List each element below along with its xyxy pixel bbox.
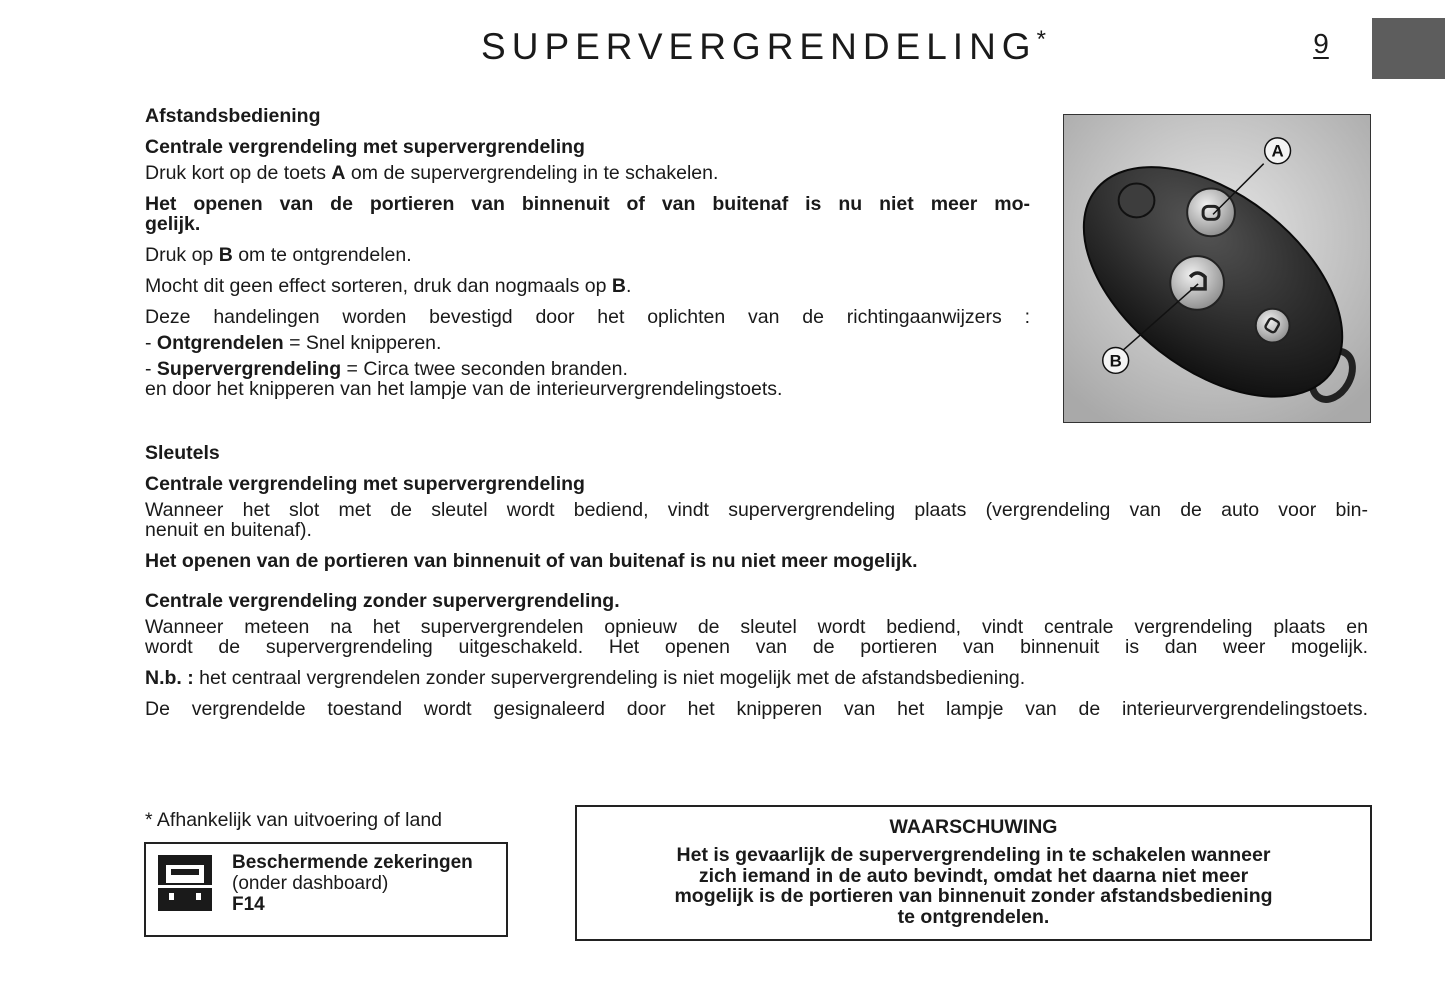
warning-line: Het is gevaarlijk de supervergrendeling in te schakelen wanneer (676, 844, 1271, 866)
dash: - (145, 332, 157, 354)
keys-p2-line1: Wanneer meteen na het supervergrendelen opnieuw de sleutel wordt bediend, vindt centrale vergrendeling plaats en (145, 616, 1368, 638)
keys-nb-line (145, 668, 1368, 688)
list-item-text: = Snel knipperen. (283, 332, 442, 354)
list-item-unlock (145, 333, 1030, 353)
text: om de supervergrendeling in te schakelen. (345, 162, 719, 184)
warning-line: mogelijk is de portieren van binnenuit zonder afstandsbediening (674, 885, 1273, 907)
page-number: 9 (1313, 28, 1329, 59)
text: Druk op (145, 244, 219, 266)
text: Mocht dit geen effect sorteren, druk dan nogmaals op (145, 275, 612, 297)
list-item-superlock (145, 359, 1030, 379)
remote-line-lamp: en door het knipperen van het lampje van de interieurvergrendelingstoets. (145, 378, 783, 400)
remote-warning-line1: Het openen van de portieren van binnenuit of van buitenaf is nu niet meer mo- (145, 193, 1030, 215)
remote-line-retry (145, 276, 1030, 296)
fuse-text (232, 852, 473, 915)
page-title-text: SUPERVERGRENDELING (481, 26, 1037, 67)
fuse-info-box (144, 842, 508, 937)
remote-line-press-a (145, 163, 1030, 183)
fuse-box-icon (158, 855, 212, 911)
key-b-label: B (218, 244, 233, 266)
callout-b-label: B (1109, 351, 1122, 371)
keys-p1-line1: Wanneer het slot met de sleutel wordt bediend, vindt supervergrendeling plaats (vergrendeling van de auto voor bin- (145, 499, 1368, 521)
remote-warning-line2: gelijk. (145, 213, 201, 235)
warning-title: WAARSCHUWING (889, 816, 1058, 838)
key-b-label: B (611, 275, 626, 297)
text: om te ontgrendelen. (232, 244, 412, 266)
remote-section (145, 106, 1030, 399)
list-item-text: = Circa twee seconden branden. (341, 358, 628, 380)
warning-text (587, 845, 1360, 927)
keys-final-line: De vergrendelde toestand wordt gesignaleerd door het knipperen van het lampje van de interieurvergrendelingstoets. (145, 698, 1368, 720)
remote-heading: Afstandsbediening (145, 105, 321, 127)
text: Druk kort op de toets (145, 162, 332, 184)
keys-p2-line2: wordt de supervergrendeling uitgeschakeld. Het openen van de portieren van binnenuit is dan weer mogelijk. (145, 636, 1368, 658)
section-tab-marker (1372, 18, 1445, 79)
list-item-label: Ontgrendelen (156, 332, 284, 354)
keys-subheading-superlock: Centrale vergrendeling met supervergrendeling (145, 473, 585, 495)
warning-box (575, 805, 1372, 941)
nb-label: N.b. : (145, 667, 194, 689)
remote-fob-icon (1064, 115, 1370, 422)
remote-fob-illustration (1063, 114, 1371, 423)
keys-bold-notice: Het openen van de portieren van binnenuit of van buitenaf is nu niet meer mogelijk. (145, 550, 918, 572)
keys-section (145, 443, 1368, 719)
dash: - (145, 358, 157, 380)
keys-p1-line2: nenuit en buitenaf). (145, 519, 312, 541)
warning-line: te ontgrendelen. (897, 905, 1050, 928)
page-title (0, 26, 1445, 68)
fuse-code: F14 (232, 894, 265, 915)
remote-subheading: Centrale vergrendeling met supervergrendeling (145, 136, 585, 158)
text: . (625, 275, 632, 297)
callout-a-label: A (1271, 141, 1284, 161)
keys-subheading-central: Centrale vergrendeling zonder supervergrendeling. (145, 590, 620, 612)
warning-line: zich iemand in de auto bevindt, omdat het daarna niet meer (698, 864, 1249, 887)
keys-heading: Sleutels (145, 442, 220, 464)
nb-text: het centraal vergrendelen zonder supervergrendeling is niet mogelijk met de afstandsbediening. (193, 667, 1026, 689)
key-a-label: A (331, 162, 346, 184)
remote-line-confirm: Deze handelingen worden bevestigd door het oplichten van de richtingaanwijzers : (145, 306, 1030, 328)
fuse-subtitle: (onder dashboard) (232, 873, 389, 894)
list-item-label: Supervergrendeling (156, 358, 342, 380)
remote-line-press-b (145, 245, 1030, 265)
footnote: * Afhankelijk van uitvoering of land (145, 809, 443, 831)
fuse-title: Beschermende zekeringen (232, 852, 473, 873)
title-footnote-star: * (1036, 26, 1046, 53)
